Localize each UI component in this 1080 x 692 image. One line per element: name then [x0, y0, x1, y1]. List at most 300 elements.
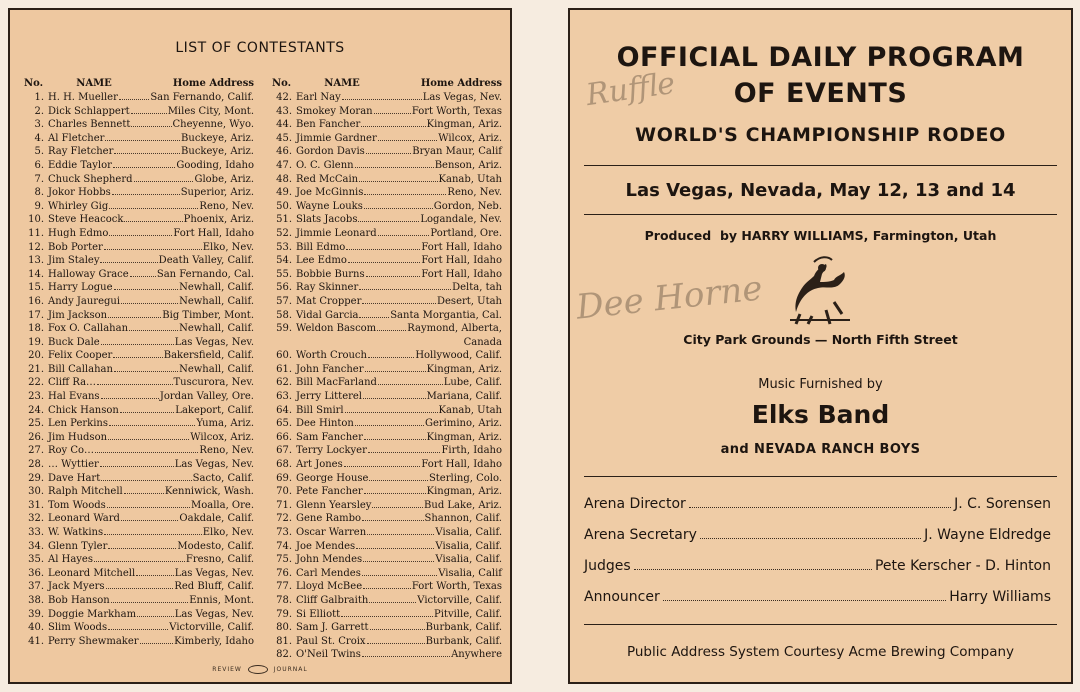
contestant-address: Portland, Ore. [430, 227, 502, 239]
contestant-name: Jimmie Gardner [296, 132, 377, 144]
contestant-address: Kimberly, Idaho [174, 635, 254, 647]
leader-dots [356, 548, 434, 549]
contestant-row [272, 417, 502, 431]
contestant-name: Jack Myers [48, 581, 105, 593]
leader-dots [124, 221, 182, 222]
contestant-row [24, 145, 254, 159]
contestant-name: Bill Callahan [48, 363, 113, 375]
leader-dots [114, 153, 180, 154]
contestant-number: 42. [276, 92, 292, 103]
contestant-name: John Mendes [296, 554, 363, 566]
contestant-address: Kingman, Ariz. [426, 119, 502, 131]
leader-dots [101, 344, 174, 345]
contestant-number: 69. [276, 472, 292, 484]
contestant-address: Yuma, Ariz. [196, 418, 254, 430]
contestant-name: Bill Smirl [296, 404, 344, 416]
contestant-name: Carl Mendes [296, 567, 361, 579]
produced-by: by HARRY WILLIAMS, Farmington, Utah [719, 228, 997, 243]
contestant-address: Superior, Ariz. [180, 187, 254, 199]
contestant-number: 49. [276, 187, 292, 199]
contestant-number: 82. [276, 649, 292, 661]
leader-dots [114, 289, 179, 290]
official-row [584, 496, 1051, 512]
leader-dots [362, 303, 436, 304]
contestant-row [24, 173, 254, 187]
contestant-address: Bryan Maur, Calif [412, 146, 502, 158]
contestant-name: Paul St. Croix [296, 635, 366, 647]
leader-dots [700, 538, 921, 539]
contestant-address: Fort Hall, Idaho [173, 227, 254, 239]
contestant-name: Chick Hanson [48, 404, 119, 416]
contestant-row [24, 472, 254, 486]
contestant-address: Newhall, Calif. [179, 282, 254, 294]
contestant-number: 80. [276, 622, 292, 634]
contestant-name: Dave Hart [48, 472, 101, 484]
contestant-address: Hollywood, Calif. [415, 350, 502, 362]
contestant-number: 56. [276, 282, 292, 294]
contestant-address: Shannon, Calif. [424, 513, 502, 525]
contestant-number: 11. [28, 227, 44, 239]
contestant-address: Reno, Nev. [447, 187, 502, 199]
contestant-number: 51. [276, 214, 292, 226]
contestant-address: Logandale, Nev. [420, 214, 502, 226]
official-role: Arena Secretary [584, 527, 697, 543]
contestant-address: Las Vegas, Nev. [174, 336, 254, 348]
leader-dots [374, 113, 411, 114]
contestant-row [272, 376, 502, 390]
contestant-name: Fox O. Callahan [48, 323, 129, 335]
contestant-row [272, 553, 502, 567]
contestant-number: 57. [276, 295, 292, 307]
leader-dots [344, 466, 421, 467]
leader-dots [120, 412, 174, 413]
contestant-row [24, 186, 254, 200]
bronc-rider-icon [782, 254, 858, 326]
contestant-address: San Fernando, Cal. [156, 268, 254, 280]
divider [584, 624, 1057, 625]
leader-dots [109, 425, 195, 426]
leader-dots [108, 317, 161, 318]
contestant-number: 74. [276, 540, 292, 552]
leader-dots [364, 208, 433, 209]
contestant-address: Buckeye, Ariz. [181, 146, 254, 158]
contestant-name: Felix Cooper [48, 350, 113, 362]
contestant-address: Ennis, Mont. [189, 594, 254, 606]
leader-dots [689, 507, 951, 508]
leader-dots [130, 276, 156, 277]
contestant-number: 19. [28, 336, 44, 348]
contestant-address: Tuscurora, Nev. [173, 377, 254, 389]
contestant-number: 4. [34, 132, 44, 144]
contestant-number: 16. [28, 295, 44, 307]
leader-dots [355, 425, 424, 426]
band-name: Elks Band [751, 400, 890, 429]
official-name: J. C. Sorensen [954, 496, 1051, 512]
contestant-row [24, 553, 254, 567]
official-row [584, 558, 1051, 574]
contestant-number: 58. [276, 309, 292, 321]
contestant-address: Benson, Ariz. [434, 159, 502, 171]
contestant-number: 32. [28, 513, 44, 525]
contestant-name: Hal Evans [48, 391, 100, 403]
leader-dots [119, 99, 149, 100]
contestant-row [24, 213, 254, 227]
contestant-row [272, 186, 502, 200]
contestant-row [272, 526, 502, 540]
contestant-name: George House [296, 472, 369, 484]
contestant-number: 28. [28, 459, 44, 471]
contestant-name: Dee Hinton [296, 418, 354, 430]
leader-dots [124, 493, 164, 494]
contestant-number: 17. [28, 309, 44, 321]
contestant-row [24, 567, 254, 581]
contestant-address: Santa Morgantia, Cal. [390, 309, 502, 321]
contestant-name: Joe McGinnis [296, 187, 364, 199]
contestant-address: Visalia, Calif. [435, 540, 502, 552]
contestant-name: Charles Bennett [48, 119, 131, 131]
location-dates: Las Vegas, Nevada, May 12, 13 and 14 [625, 180, 1016, 201]
leader-dots [364, 493, 426, 494]
contestant-row [272, 431, 502, 445]
leader-dots [369, 602, 416, 603]
contestant-row [24, 526, 254, 540]
contestants-page [8, 8, 512, 684]
contestant-address: Pitville, Calif. [434, 608, 502, 620]
contestant-address: Red Bluff, Calif. [174, 581, 254, 593]
contestant-row [24, 444, 254, 458]
contestant-row [24, 281, 254, 295]
contestant-number: 35. [28, 554, 44, 566]
contestant-name: Lloyd McBee [296, 581, 363, 593]
contestant-name: Al Hayes [48, 554, 93, 566]
contestant-address: San Fernando, Calif. [150, 92, 254, 103]
contestant-name: Leonard Mitchell [48, 567, 136, 579]
contestant-address: Kanab, Utah [438, 404, 502, 416]
contestant-number: 78. [276, 594, 292, 606]
contestant-address: Desert, Utah [437, 295, 502, 307]
program-title-line1: OFFICIAL DAILY PROGRAM [616, 42, 1025, 73]
contestant-row [272, 91, 502, 105]
contestant-address: Jordan Valley, Ore. [159, 391, 254, 403]
contestants-column-right [272, 77, 502, 662]
contestant-name: Hugh Edmo [48, 227, 109, 239]
contestant-row [272, 580, 502, 594]
contestant-row [272, 254, 502, 268]
leader-dots [108, 629, 168, 630]
contestant-number: 38. [28, 594, 44, 606]
oval-emblem-icon [248, 665, 268, 674]
leader-dots [377, 330, 406, 331]
contestant-address: Bud Lake, Ariz. [424, 499, 502, 511]
contestant-row [272, 512, 502, 526]
contestant-name: Harry Logue [48, 282, 113, 294]
leader-dots [363, 588, 411, 589]
contestant-address: Newhall, Calif. [179, 323, 254, 335]
contestant-address: Cheyenne, Wyo. [172, 119, 254, 131]
contestant-name: Cliff Galbraith [296, 594, 369, 606]
contestant-name: Smokey Moran [296, 105, 373, 117]
contestant-name: Gordon Davis [296, 146, 365, 158]
contestant-row [24, 268, 254, 282]
contestant-address: Fort Worth, Texas [411, 581, 502, 593]
contestant-number: 71. [276, 499, 292, 511]
contestant-address: Sterling, Colo. [428, 472, 502, 484]
contestant-row [24, 540, 254, 554]
contestant-number: 55. [276, 268, 292, 280]
contestant-row [24, 594, 254, 608]
contestant-number: 72. [276, 513, 292, 525]
contestant-address: Oakdale, Calif. [179, 513, 254, 525]
contestant-number: 44. [276, 119, 292, 131]
contestants-title: LIST OF CONTESTANTS [175, 40, 345, 56]
contestant-name: Jim Jackson [48, 309, 108, 321]
contestant-name: Gene Rambo [296, 513, 362, 525]
contestant-name: Ray Fletcher [48, 146, 114, 158]
contestant-row [24, 159, 254, 173]
contestant-name: Glenn Tyler [48, 540, 108, 552]
contestant-row [24, 580, 254, 594]
contestant-address: Anywhere [451, 649, 502, 661]
contestant-address: Fort Hall, Idaho [421, 241, 502, 253]
contestant-number: 67. [276, 445, 292, 457]
leader-dots [137, 616, 174, 617]
leader-dots [114, 371, 178, 372]
leader-dots [100, 262, 157, 263]
contestant-row [24, 254, 254, 268]
contestant-row [24, 376, 254, 390]
contestant-address: Bakersfield, Calif. [163, 350, 254, 362]
contestant-address: Kenniwick, Wash. [164, 486, 254, 498]
leader-dots [367, 643, 425, 644]
contestant-row [272, 499, 502, 513]
contestant-address: Buckeye, Ariz. [181, 132, 254, 144]
contestant-row [272, 363, 502, 377]
contestant-address: Globe, Ariz. [194, 173, 254, 185]
contestant-number: 76. [276, 567, 292, 579]
contestant-row [24, 322, 254, 336]
contestant-name: Bob Hanson [48, 594, 110, 606]
contestant-row [272, 472, 502, 486]
contestant-name: Earl Nay [296, 92, 341, 103]
contestant-address: Firth, Idaho [441, 445, 502, 457]
contestant-number: 9. [34, 200, 44, 212]
contestant-row [24, 132, 254, 146]
contestant-number: 54. [276, 255, 292, 267]
leader-dots [112, 194, 180, 195]
official-role: Judges [584, 558, 631, 574]
contestant-row [272, 349, 502, 363]
contestant-address: Las Vegas, Nev. [422, 92, 502, 103]
contestant-name: Sam Fancher [296, 431, 363, 443]
leader-dots [663, 600, 947, 601]
contestant-address: Mariana, Calif. [426, 391, 502, 403]
contestant-address: Reno, Nev. [199, 200, 254, 212]
contestant-number: 25. [28, 418, 44, 430]
contestant-address: Reno, Nev. [199, 445, 254, 457]
contestant-number: 30. [28, 486, 44, 498]
column-header [272, 77, 502, 91]
contestant-name: Lee Edmo [296, 255, 347, 267]
contestant-row [24, 417, 254, 431]
leader-dots [113, 357, 162, 358]
contestant-number: 2. [34, 105, 44, 117]
contestant-row [24, 200, 254, 214]
contestant-row [272, 145, 502, 159]
leader-dots [108, 439, 189, 440]
contestant-row [272, 567, 502, 581]
contestant-number: 24. [28, 404, 44, 416]
contestant-row [24, 91, 254, 105]
contestant-number: 40. [28, 622, 44, 634]
contestant-address: Newhall, Calif. [179, 363, 254, 375]
contestant-address: Moalla, Ore. [190, 499, 254, 511]
contestant-number: 20. [28, 350, 44, 362]
leader-dots [134, 181, 194, 182]
leader-dots [136, 575, 174, 576]
leader-dots [378, 384, 443, 385]
contestant-row [24, 404, 254, 418]
contestant-name: H. H. Mueller [48, 92, 118, 103]
contestant-row [24, 118, 254, 132]
contestant-row [24, 512, 254, 526]
contestant-name: Si Elliott [296, 608, 341, 620]
contestant-address: Fort Hall, Idaho [421, 255, 502, 267]
contestant-number: 45. [276, 132, 292, 144]
contestant-number: 79. [276, 608, 292, 620]
official-row [584, 589, 1051, 605]
contestant-name: Glenn Yearsley [296, 499, 372, 511]
contestant-number: 39. [28, 608, 44, 620]
contestant-name: Tom Woods [48, 499, 106, 511]
leader-dots [367, 534, 434, 535]
contestant-name: Wayne Louks [296, 200, 363, 212]
contestant-row [24, 295, 254, 309]
contestant-number: 77. [276, 581, 292, 593]
contestant-number: 37. [28, 581, 44, 593]
contestant-address: Gerimino, Ariz. [424, 418, 502, 430]
contestant-address: Death Valley, Calif. [158, 255, 254, 267]
contestant-number: 59. [276, 323, 292, 335]
leader-dots [104, 534, 202, 535]
contestant-row [272, 281, 502, 295]
contestant-name: Slats Jacobs [296, 214, 358, 226]
contestant-number: 1. [34, 92, 44, 103]
contestant-address: Visalia, Calif. [435, 527, 502, 538]
contestant-name: Sam J. Garrett [296, 622, 369, 634]
program-page [568, 8, 1073, 684]
contestant-number: 6. [34, 159, 44, 171]
contestant-number: 13. [28, 255, 44, 267]
contestant-row [24, 485, 254, 499]
contestant-number: 62. [276, 377, 292, 389]
contestant-address: Modesto, Calif. [177, 540, 254, 552]
contestant-number: 18. [28, 323, 44, 335]
contestant-number: 3. [34, 119, 44, 131]
contestant-address: Las Vegas, Nev. [174, 567, 254, 579]
logo-text-left: REVIEW [212, 666, 242, 673]
contestant-row [24, 499, 254, 513]
leader-dots [107, 507, 190, 508]
contestant-name: Perry Shewmaker [48, 635, 139, 647]
contestant-number: 61. [276, 363, 292, 375]
contestant-address: Burbank, Calif. [425, 622, 502, 634]
contestant-row [272, 213, 502, 227]
contestant-number: 63. [276, 391, 292, 403]
contestant-row [272, 268, 502, 282]
contestant-address: Kanab, Utah [438, 173, 502, 185]
column-header [24, 77, 254, 91]
contestant-name: Eddie Taylor [48, 159, 112, 171]
contestant-name: Dick Schlappert [48, 105, 130, 117]
leader-dots [100, 466, 174, 467]
contestant-number: 29. [28, 472, 44, 484]
contestant-name: Whirley Gig [48, 200, 109, 212]
leader-dots [358, 221, 419, 222]
leader-dots [362, 520, 423, 521]
contestant-number: 10. [28, 214, 44, 226]
leader-dots [369, 480, 428, 481]
leader-dots [368, 452, 441, 453]
contestant-number: 23. [28, 391, 44, 403]
leader-dots [368, 357, 414, 358]
leader-dots [108, 548, 176, 549]
contestant-address: Phoenix, Ariz. [183, 214, 254, 226]
contestant-row [24, 336, 254, 350]
contestant-list-left [24, 91, 254, 648]
contestant-row [272, 608, 502, 622]
contestant-address: Fresno, Calif. [185, 554, 254, 566]
contestant-row [272, 295, 502, 309]
contestant-row [272, 132, 502, 146]
contestant-row [24, 349, 254, 363]
contestant-name: Jim Staley [48, 255, 100, 267]
contestant-row [272, 241, 502, 255]
leader-dots [359, 181, 437, 182]
leader-dots [345, 412, 438, 413]
contestant-number: 41. [28, 635, 44, 647]
contestant-address: Las Vegas, Nev. [174, 459, 254, 471]
contestant-row [24, 458, 254, 472]
divider [584, 214, 1057, 215]
contestant-address: Victorville, Calif. [169, 622, 254, 634]
leader-dots [131, 113, 167, 114]
contestant-name: Jokor Hobbs [48, 187, 111, 199]
contestant-row [272, 336, 502, 350]
leader-dots [106, 588, 174, 589]
contestant-name: Terry Lockyer [296, 445, 367, 457]
contestant-name: W. Watkins [48, 527, 104, 538]
contestant-number: 26. [28, 431, 44, 443]
contestant-number: 65. [276, 418, 292, 430]
contestant-row [24, 309, 254, 323]
contestant-row [272, 200, 502, 214]
contestant-row [24, 390, 254, 404]
header-name: NAME [76, 78, 112, 89]
divider [584, 165, 1057, 166]
contestant-name: … Wyttier [48, 459, 99, 471]
program-title-line2: OF EVENTS [733, 78, 908, 109]
contestant-row [272, 159, 502, 173]
contestant-row [24, 621, 254, 635]
leader-dots [94, 561, 185, 562]
handwritten-signature-middle: Dee Horne [574, 268, 765, 328]
official-name: J. Wayne Eldredge [924, 527, 1051, 543]
contestant-name: Pete Fancher [296, 486, 363, 498]
leader-dots [362, 656, 450, 657]
header-name: NAME [324, 78, 360, 89]
contestant-number: 81. [276, 635, 292, 647]
contestant-number: 75. [276, 554, 292, 566]
